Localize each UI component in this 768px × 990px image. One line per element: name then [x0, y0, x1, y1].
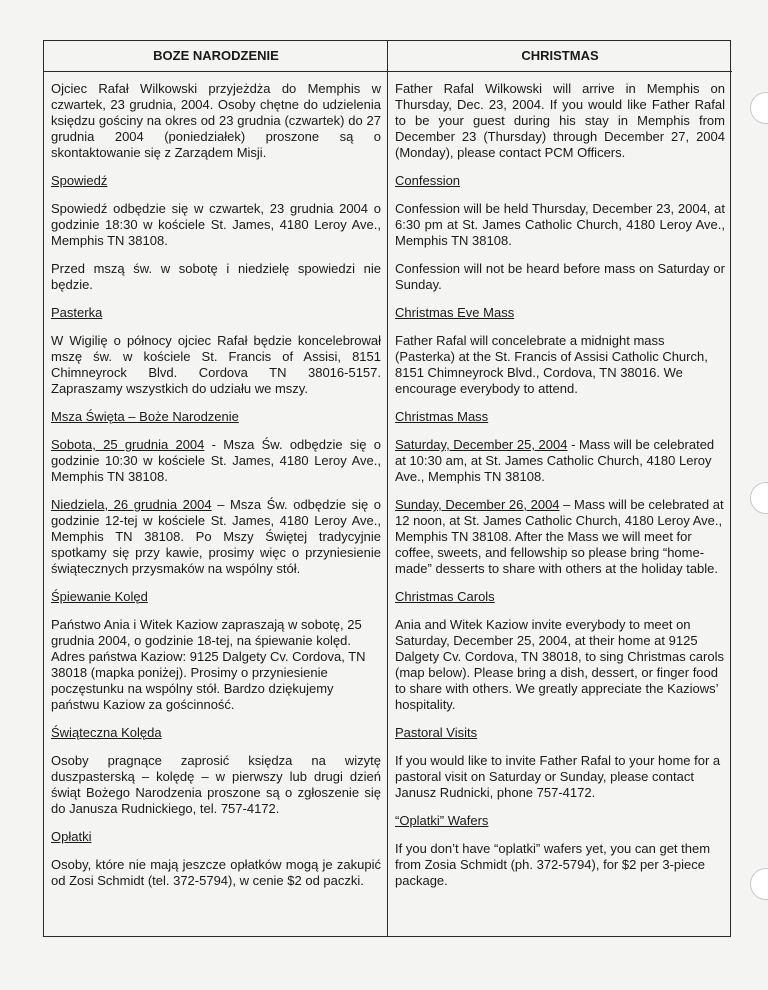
polish-intro: Ojciec Rafał Wilkowski przyjeżdża do Memphis w czwartek, 23 grudnia, 2004. Osoby chętne do udzielenia księdzu gościny na okres od 23 grudnia (czwartek) do 27 grudnia 2004 (poniedziałek) proszone są o skontaktowanie się z Zarządem Misji. [51, 81, 381, 160]
polish-koleda-text: Osoby pragnące zaprosić księdza na wizytę duszpasterską – kolędę – w pierwszy lub drugi dzień świąt Bożego Narodzenia proszone są o zgłoszenie się do Janusza Rudnickiego, tel. 757-4172. [51, 753, 381, 816]
polish-saturday-mass [51, 437, 381, 485]
polish-heading: BOZE NARODZENIE [44, 41, 388, 72]
english-heading: CHRISTMAS [388, 41, 732, 72]
english-confession-title: Confession [395, 173, 461, 188]
english-carols-title: Christmas Carols [395, 589, 495, 604]
polish-column [44, 41, 388, 936]
polish-pasterka-text: W Wigilię o północy ojciec Rafał będzie koncelebrował mszę św. w kościele St. Francis of Assisi, 8151 Chimneyrock Blvd. Cordova TN 38016-5157. Zapraszamy wszystkich do udziału we mszy. [51, 333, 381, 396]
binder-hole-middle [750, 482, 768, 514]
english-mass-title: Christmas Mass [395, 409, 489, 424]
english-sunday-mass [395, 497, 725, 577]
polish-sunday-text: – Msza Św. odbędzie się o godzinie 12-tej w kościele St. James, 4180 Leroy Ave., Memphis TN 38108. Po Mszy Świętej tradycyjnie spotkamy się przy kawie, prosimy więc o przyniesienie świątecznych przysmaków na wspólny stół. [51, 497, 382, 576]
english-wafers-text: If you don’t have “oplatki” wafers yet, you can get them from Zosia Schmidt (ph. 372-5794), for $2 per 3-piece package. [395, 841, 711, 888]
polish-oplatki-text: Osoby, które nie mają jeszcze opłatków mogą je zakupić od Zosi Schmidt (tel. 372-5794), w cenie $2 od paczki. [51, 857, 381, 888]
english-carols-text: Ania and Witek Kaziow invite everybody to meet on Saturday, December 25, 2004, at their home at 9125 Dalgety Cv. Cordova, TN 38018, to sing Christmas carols (map below). Please bring a dish, dessert, or finger food to share with others. We greatly appreciate the Kaziows’ hospitality. [395, 617, 724, 712]
polish-mass-title: Msza Święta – Boże Narodzenie [51, 409, 239, 424]
polish-saturday-text: - Msza Św. odbędzie się o godzinie 10:30 w kościele St. James, 4180 Leroy Ave., Memphis TN 38108. [51, 437, 381, 484]
polish-koleda-title: Świąteczna Kolęda [51, 725, 162, 740]
polish-sunday-date: Niedziela, 26 grudnia 2004 [51, 497, 212, 512]
polish-oplatki-title: Opłatki [51, 829, 92, 844]
polish-sunday-mass [51, 497, 381, 577]
polish-saturday-date: Sobota, 25 grudnia 2004 [51, 437, 205, 452]
polish-confession-title: Spowiedź [51, 173, 108, 188]
english-pastoral-title: Pastoral Visits [395, 725, 478, 740]
english-intro: Father Rafal Wilkowski will arrive in Memphis on Thursday, Dec. 23, 2004. If you would like Father Rafal to be your guest during his stay in Memphis from December 23 (Thursday) through December 27, 2004 (Monday), please contact PCM Officers. [395, 81, 725, 160]
english-pastoral-text: If you would like to invite Father Rafal to your home for a pastoral visit on Saturday or Sunday, please contact Janusz Rudnicki, phone 757-4172. [395, 753, 721, 800]
binder-hole-top [750, 92, 768, 124]
english-saturday-text: - Mass will be celebrated at 10:30 am, at St. James Catholic Church, 4180 Leroy Ave., Memphis TN 38108. [395, 437, 715, 484]
english-saturday-mass [395, 437, 725, 485]
english-confession-text: Confession will be held Thursday, December 23, 2004, at 6:30 pm at St. James Catholic Church, 4180 Leroy Ave., Memphis TN 38108. [395, 201, 725, 248]
english-eve-mass-text: Father Rafal will concelebrate a midnight mass (Pasterka) at the St. Francis of Assisi Catholic Church, 8151 Chimneyrock Blvd., Cordova, TN 38016. We encourage everybody to attend. [395, 333, 708, 396]
english-sunday-text: – Mass will be celebrated at 12 noon, at St. James Catholic Church, 4180 Leroy Ave., Memphis TN 38108. After the Mass we will meet for coffee, sweets, and fellowship so please bring “home-made” desserts to share with others at the holiday table. [395, 497, 724, 576]
english-wafers-title: “Oplatki” Wafers [395, 813, 489, 828]
polish-carols-text: Państwo Ania i Witek Kaziow zapraszają w sobotę, 25 grudnia 2004, o godzinie 18-tej, na śpiewanie kolęd. Adres państwa Kaziow: 9125 Dalgety Cv. Cordova, TN 38018 (mapka poniżej). Prosimy o przyniesienie poczęstunku na wspólny stół. Bardzo dziękujemy państwu Kaziow za gościnność. [51, 617, 366, 712]
polish-pasterka-title: Pasterka [51, 305, 103, 320]
english-confession-note: Confession will not be heard before mass on Saturday or Sunday. [395, 261, 725, 292]
bulletin-table [43, 40, 731, 937]
english-column [388, 41, 732, 936]
polish-confession-text: Spowiedź odbędzie się w czwartek, 23 grudnia 2004 o godzinie 18:30 w kościele St. James, 4180 Leroy Ave., Memphis TN 38108. [51, 201, 381, 248]
binder-hole-bottom [750, 868, 768, 900]
polish-carols-title: Śpiewanie Kolęd [51, 589, 148, 604]
polish-confession-note: Przed mszą św. w sobotę i niedzielę spowiedzi nie będzie. [51, 261, 381, 292]
english-eve-mass-title: Christmas Eve Mass [395, 305, 515, 320]
english-sunday-date: Sunday, December 26, 2004 [395, 497, 560, 512]
english-saturday-date: Saturday, December 25, 2004 [395, 437, 568, 452]
